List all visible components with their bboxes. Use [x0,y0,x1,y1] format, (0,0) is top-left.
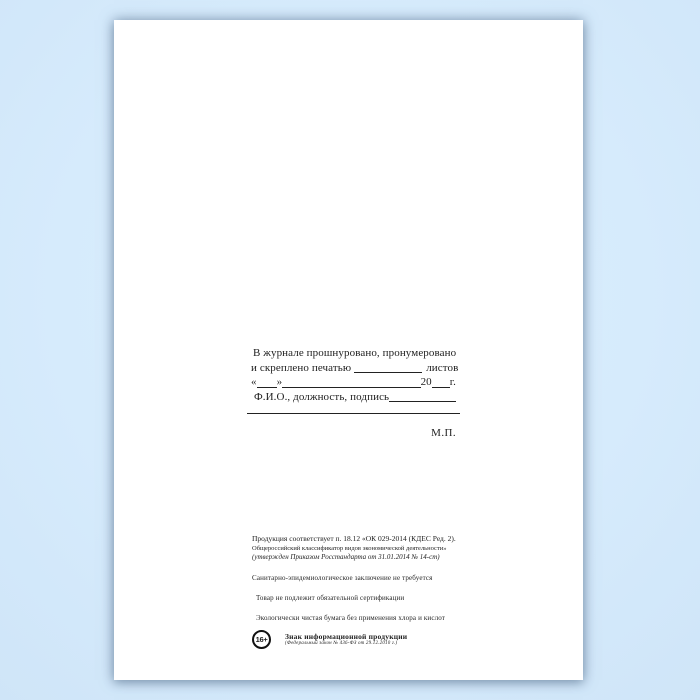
compliance-line-1: Продукция соответствует п. 18.12 «ОК 029-2014 (КДЕС Ред. 2). [252,534,456,543]
stitch-line-1: В журнале прошнуровано, пронумеровано [253,347,457,359]
close-quote: » [276,376,283,388]
year-prefix: 20 [420,376,432,388]
date-day-blank [257,375,277,388]
stamp-place-abbr: М.П. [431,426,456,439]
compliance-line-3: (утвержден Приказом Росстандарта от 31.01.2014 № 14-ст) [252,553,440,561]
year-suffix: г. [449,376,456,388]
signature-label: Ф.И.О., должность, подпись [254,390,390,403]
sheets-count-blank [354,360,422,373]
compliance-note [252,534,572,563]
stitch-line-2-suffix: листов [426,361,459,374]
eco-paper-note: Экологически чистая бумага без применения хлора и кислот [256,614,445,622]
compliance-line-2: Общероссийский классификатор видов экономической деятельности» [252,544,447,552]
stitch-line-4 [251,389,456,404]
stitch-statement [251,346,459,440]
age-rating-16plus-icon: 16+ [252,630,271,649]
sanitary-note: Санитарно-эпидемиологическое заключение не требуется [252,574,433,582]
year-digits-blank [432,375,450,388]
certification-note: Товар не подлежит обязательной сертификации [256,594,405,602]
stitch-line-2 [251,360,459,375]
full-blank-line [247,413,460,414]
journal-back-page [114,20,583,680]
info-product-sign-law: (Федеральный закон № 436-ФЗ от 29.12.2010 г.) [285,641,398,646]
stitch-line-2-text: и скреплено печатью [251,361,352,374]
open-quote: « [251,376,257,388]
info-product-sign-title: Знак информационной продукции [285,632,408,641]
signature-blank [389,389,456,402]
date-month-blank [282,375,420,388]
stitch-line-3 [251,375,456,390]
